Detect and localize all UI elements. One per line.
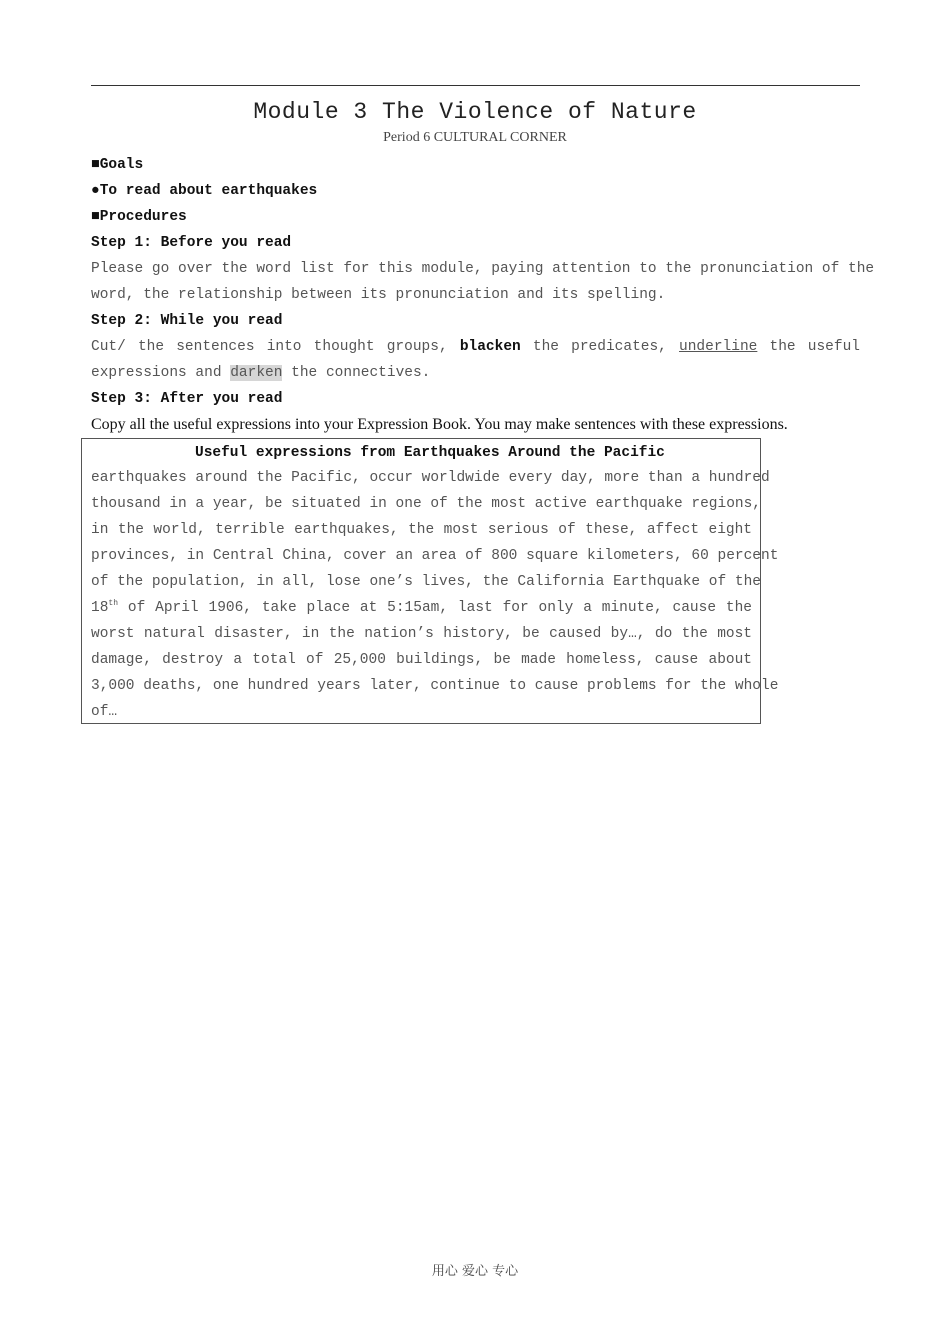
expression-line bbox=[91, 595, 752, 621]
step2-text-e: the connectives. bbox=[282, 365, 431, 381]
expression-line: damage, destroy a total of 25,000 buildings, be made homeless, cause about bbox=[91, 652, 752, 668]
page-title: Module 3 The Violence of Nature bbox=[253, 99, 697, 125]
procedures-heading: ■Procedures bbox=[91, 209, 187, 225]
blacken-word: blacken bbox=[459, 339, 521, 355]
underline-word: underline bbox=[679, 339, 758, 355]
expression-text: of April 1906, take place at 5:15am, last for only a minute, cause the bbox=[118, 600, 752, 616]
expressions-title-text: Useful expressions from Earthquakes Around the Pacific bbox=[195, 445, 665, 461]
ordinal-suffix: th bbox=[108, 599, 119, 608]
page-footer: 用心 爱心 专心 bbox=[431, 1264, 519, 1279]
darken-word: darken bbox=[230, 365, 283, 381]
page-subtitle: Period 6 CULTURAL CORNER bbox=[383, 130, 567, 145]
step2-text-c: the useful bbox=[757, 339, 860, 355]
expression-line: in the world, terrible earthquakes, the most serious of these, affect eight bbox=[91, 522, 752, 538]
expression-line: earthquakes around the Pacific, occur worldwide every day, more than a hundred bbox=[91, 470, 770, 486]
step2-heading: Step 2: While you read bbox=[91, 313, 283, 329]
expression-line: thousand in a year, be situated in one of the most active earthquake regions, bbox=[91, 496, 762, 512]
date-number: 18 bbox=[91, 600, 109, 616]
expression-line: worst natural disaster, in the nation’s history, be caused by…, do the most bbox=[91, 626, 752, 642]
step2-line-2 bbox=[91, 360, 860, 386]
step2-text bbox=[91, 334, 860, 386]
step1-text bbox=[91, 256, 875, 308]
goal-item: ●To read about earthquakes bbox=[91, 183, 318, 199]
expressions-list bbox=[91, 465, 779, 725]
expression-line: of… bbox=[91, 704, 118, 720]
step3-text: Copy all the useful expressions into your Expression Book. You may make sentences with these expressions. bbox=[91, 416, 788, 433]
step2-text-a: Cut/ the sentences into thought groups, bbox=[91, 339, 460, 355]
expression-line: of the population, in all, lose one’s lives, the California Earthquake of the bbox=[91, 574, 762, 590]
step1-line: word, the relationship between its pronunciation and its spelling. bbox=[91, 287, 666, 303]
header-rule bbox=[91, 85, 860, 86]
expression-line: provinces, in Central China, cover an area of 800 square kilometers, 60 percent bbox=[91, 548, 779, 564]
step1-heading: Step 1: Before you read bbox=[91, 235, 292, 251]
step2-line-1 bbox=[91, 334, 860, 360]
goals-heading: ■Goals bbox=[91, 157, 144, 173]
step3-heading: Step 3: After you read bbox=[91, 391, 283, 407]
step2-text-d: expressions and bbox=[91, 365, 231, 381]
step1-line: Please go over the word list for this module, paying attention to the pronunciation of the bbox=[91, 261, 875, 277]
step2-text-b: the predicates, bbox=[520, 339, 680, 355]
expression-line: 3,000 deaths, one hundred years later, continue to cause problems for the whole bbox=[91, 678, 779, 694]
